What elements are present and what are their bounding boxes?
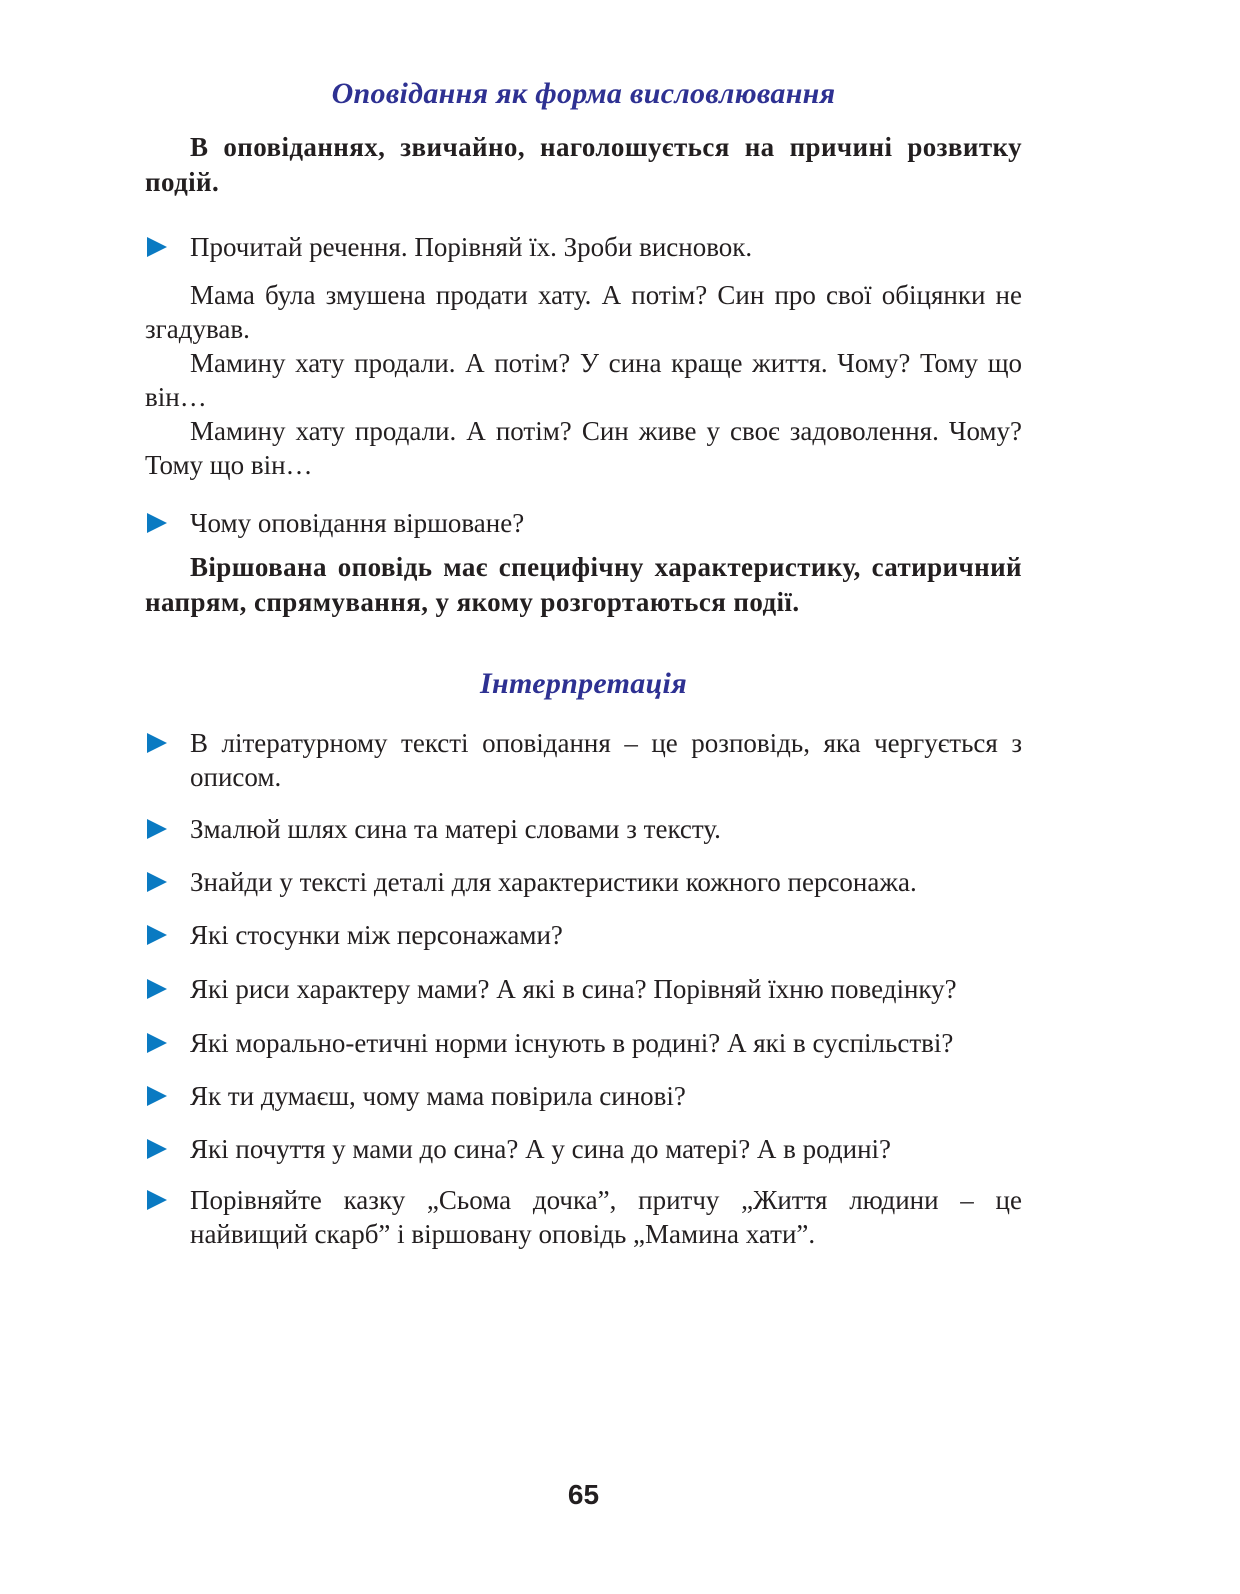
- question-text: Змалюй шлях сина та матері словами з тексту.: [190, 814, 721, 844]
- triangle-marker-icon: [147, 872, 167, 892]
- question-item: [145, 918, 1022, 952]
- triangle-marker-icon: [147, 237, 167, 257]
- question-item: [145, 1079, 1022, 1113]
- question-text: Як ти думаєш, чому мама повірила синові?: [190, 1081, 686, 1111]
- example-sentence: Мама була змушена продати хату. А потім? Син про свої обіцянки не згадував.: [145, 280, 1022, 344]
- task-item: [145, 230, 1022, 264]
- example-sentence: Мамину хату продали. А потім? Син живе у своє задоволення. Чому? Тому що він…: [145, 416, 1022, 480]
- task-item: [145, 506, 1022, 540]
- question-item: [145, 972, 1022, 1006]
- question-text: Які стосунки між персонажами?: [190, 920, 563, 950]
- question-text: В літературному тексті оповідання – це розповідь, яка чергується з описом.: [190, 728, 1022, 792]
- triangle-marker-icon: [147, 979, 167, 999]
- section-title-narrative: Оповідання як форма висловлювання: [331, 77, 836, 110]
- question-item: [145, 1132, 1022, 1166]
- rule-statement: В оповіданнях, звичайно, наголошується на причині розвитку подій.: [145, 132, 1022, 197]
- section-title-interpretation: Інтерпретація: [480, 667, 687, 700]
- question-text: Порівняйте казку „Сьома дочка”, притчу „Життя людини – це найвищий скарб” і віршовану оповідь „Мамина хати”.: [190, 1185, 1022, 1249]
- triangle-marker-icon: [147, 513, 167, 533]
- question-item: [145, 865, 1022, 899]
- task-text: Чому оповідання віршоване?: [190, 508, 525, 538]
- rule-statement: Віршована оповідь має специфічну характеристику, сатиричний напрям, спрямування, у якому розгортаються події.: [145, 552, 1022, 617]
- question-item: [145, 1026, 1022, 1060]
- triangle-marker-icon: [147, 733, 167, 753]
- triangle-marker-icon: [147, 1139, 167, 1159]
- question-text: Які морально-етичні норми існують в родині? А які в суспільстві?: [190, 1028, 954, 1058]
- triangle-marker-icon: [147, 1033, 167, 1053]
- triangle-marker-icon: [147, 819, 167, 839]
- page-number: 65: [567, 1479, 600, 1510]
- task-text: Прочитай речення. Порівняй їх. Зроби висновок.: [190, 232, 753, 262]
- triangle-marker-icon: [147, 925, 167, 945]
- question-item: [145, 812, 1022, 846]
- example-sentence: Мамину хату продали. А потім? У сина краще життя. Чому? Тому що він…: [145, 348, 1022, 412]
- question-item: [145, 726, 1022, 794]
- question-text: Знайди у тексті деталі для характеристики кожного персонажа.: [190, 867, 917, 897]
- triangle-marker-icon: [147, 1086, 167, 1106]
- question-text: Які почуття у мами до сина? А у сина до матері? А в родині?: [190, 1134, 892, 1164]
- triangle-marker-icon: [147, 1190, 167, 1210]
- question-text: Які риси характеру мами? А які в сина? Порівняй їхню поведінку?: [190, 974, 957, 1004]
- question-item: [145, 1183, 1022, 1251]
